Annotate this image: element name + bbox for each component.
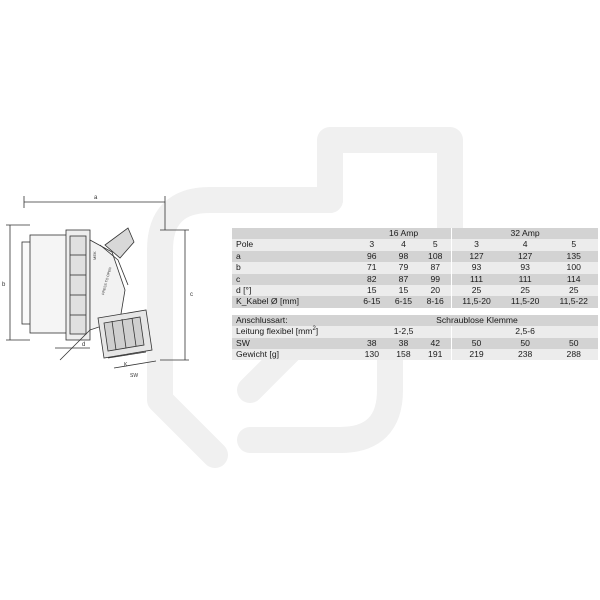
row-label: b [232,262,356,273]
table-cell: 158 [388,349,420,360]
table-cell: 71 [356,262,388,273]
table-cell: 3 [356,239,388,250]
table-cell: 111 [501,274,550,285]
row-label: a [232,251,356,262]
table-cell: 127 [501,251,550,262]
row-label: K_Kabel Ø [mm] [232,296,356,307]
header-32amp: 32 Amp [452,228,598,239]
table-cell: 5 [419,239,451,250]
table-cell: 219 [452,349,501,360]
table-cell: 20 [419,285,451,296]
table-cell: 93 [452,262,501,273]
row-label: Pole [232,239,356,250]
row-label: c [232,274,356,285]
table-row [232,239,598,250]
dim-a-label: a [94,195,98,201]
table-cell: 50 [549,338,598,349]
table-row [232,285,598,296]
table-cell: 25 [549,285,598,296]
table-row [232,274,598,285]
table-cell: 3 [452,239,501,250]
table-cell: 135 [549,251,598,262]
table-cell [232,308,598,315]
table-row [232,338,598,349]
table-cell: 25 [452,285,501,296]
table-cell: 127 [452,251,501,262]
table-cell: 1-2,5 [356,326,452,337]
dim-sw-label: SW [130,373,139,379]
table-header-row [232,228,598,239]
specs-table [232,228,598,360]
leitung-row [232,326,598,337]
table-cell: 79 [388,262,420,273]
table-cell: 6-15 [356,296,388,307]
row-label: Gewicht [g] [232,349,356,360]
table-cell: 108 [419,251,451,262]
dim-d-label: d [82,342,86,348]
table-cell: 82 [356,274,388,285]
table-cell: 15 [356,285,388,296]
table-cell: 4 [388,239,420,250]
brand-label: MEK [92,251,97,260]
table-cell: 96 [356,251,388,262]
table-row [232,349,598,360]
connection-label: Anschlussart: [232,315,356,326]
table-spacer [232,308,598,315]
table-cell: 99 [419,274,451,285]
table-cell: 191 [419,349,451,360]
leitung-label: Leitung flexibel $[mm^2]$ [232,326,356,337]
table-cell: 87 [388,274,420,285]
row-label: SW [232,338,356,349]
table-cell: 238 [501,349,550,360]
table-row [232,262,598,273]
table-cell: 15 [388,285,420,296]
table-cell: 114 [549,274,598,285]
table-cell: 50 [452,338,501,349]
table-cell: 25 [501,285,550,296]
connection-row [232,315,598,326]
table-cell: 5 [549,239,598,250]
table-cell: 11,5-22 [549,296,598,307]
table-cell: 6-15 [388,296,420,307]
table-cell: 130 [356,349,388,360]
table-cell: 8-16 [419,296,451,307]
connection-value: Schraublose Klemme [356,315,598,326]
row-label: d [°] [232,285,356,296]
table-cell: 11,5-20 [452,296,501,307]
table-row [232,251,598,262]
row-label [232,228,356,239]
table-cell: 87 [419,262,451,273]
table-cell: 11,5-20 [501,296,550,307]
table-cell: 2,5-6 [452,326,598,337]
dim-k-label: K [124,362,128,368]
table-cell: 42 [419,338,451,349]
table-cell: 111 [452,274,501,285]
table-cell: 4 [501,239,550,250]
table-cell: 98 [388,251,420,262]
table-cell: 93 [501,262,550,273]
dim-b-label: b [2,282,6,288]
dim-c-label: c [190,292,193,298]
table-cell: 50 [501,338,550,349]
press-label: PRESS TO OPEN [101,266,113,296]
table-cell: 38 [356,338,388,349]
technical-drawing [0,190,232,390]
table-cell: 288 [549,349,598,360]
table-cell: 100 [549,262,598,273]
table-row [232,296,598,307]
table-cell: 38 [388,338,420,349]
header-16amp: 16 Amp [356,228,452,239]
